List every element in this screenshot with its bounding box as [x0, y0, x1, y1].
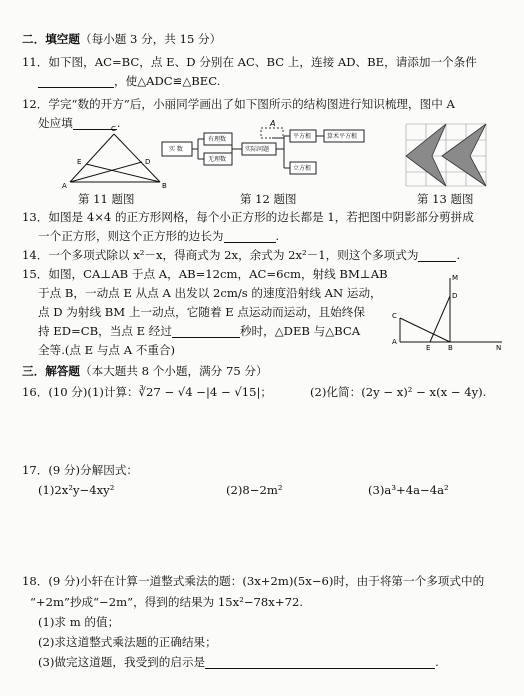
q17-part1: (1)2x²y−4xy² — [38, 483, 115, 497]
fig12-box-arith-sqrt: 算术平方根 — [327, 133, 358, 140]
section3-note: （本大题共 8 个小题，满分 75 分） — [79, 364, 268, 378]
fig15-label-m: M — [452, 274, 459, 282]
fig12-box-irrational: 无理数 — [208, 156, 227, 163]
section2-title: 二．填空题 — [22, 32, 80, 46]
q17-part2: (2)8−2m² — [226, 483, 283, 497]
q18-line2: “+2m”抄成“−2m”，得到的结果为 15x²−78x+72. — [30, 595, 304, 609]
fig11-label-b: B — [162, 182, 167, 190]
q15-answer-blank[interactable] — [172, 326, 240, 338]
section2-note: （每小题 3 分，共 15 分） — [79, 32, 222, 46]
q15-line4a: 持 ED=CB，当点 E 经过 — [38, 324, 172, 338]
fig15-label-c: C — [392, 312, 397, 320]
fig12-diagram — [160, 120, 382, 186]
q15-line1: 15．如图，CA⊥AB 于点 A，AB=12cm，AC=6cm，射线 BM⊥AB — [22, 267, 388, 281]
fig13-grid — [402, 122, 490, 188]
q11-line2-wrap — [38, 74, 220, 88]
q17-title: 17．(9 分)分解因式： — [22, 463, 139, 477]
fig11-label-a: A — [62, 182, 67, 190]
q18-answer-blank[interactable] — [205, 657, 435, 669]
q18-sub2: (2)求这道整式乘法题的正确结果； — [38, 635, 217, 649]
q12-line2-wrap: 处应填 . — [38, 116, 121, 130]
q15-line4b: 秒时，△DEB 与△BCA — [239, 324, 361, 338]
fig15-label-a: A — [392, 338, 397, 346]
q15-line3: 点 D 为射线 BM 上一动点，它随着 E 点运动而运动，且始终保 — [38, 305, 365, 319]
q16-part2: (2)化简：(2y − x)² − x(x − 4y). — [310, 385, 487, 399]
fig15-label-b: B — [448, 344, 453, 352]
fig13-shaded-shape-right — [442, 124, 486, 186]
q16-part1: 16．(10 分)(1)计算：∛27 − √4 −|4 − √15|； — [22, 385, 273, 399]
fig12-box-rational: 有理数 — [208, 136, 227, 143]
q15-line4-wrap — [38, 324, 360, 338]
q18-sub3-wrap: (3)做完这道题，我受到的启示是 . — [38, 655, 439, 669]
q13-line2: 一个正方形，则这个正方形的边长为 — [38, 229, 224, 243]
section2-heading — [22, 32, 221, 46]
q12-line1: 12．学完“数的开方”后，小丽同学画出了如下图所示的结构图进行知识梳理，图中 A — [22, 97, 455, 111]
q12-line2: 处应填 — [38, 116, 73, 130]
q13-line2-wrap: 一个正方形，则这个正方形的边长为 . — [38, 229, 280, 243]
q18-sub3: (3)做完这道题，我受到的启示是 — [38, 655, 206, 669]
fig15-diagram — [388, 274, 504, 352]
fig11-label-e: E — [77, 158, 82, 166]
q18-sub1: (1)求 m 的值； — [38, 615, 120, 629]
fig12-box-cbrt: 立方根 — [293, 165, 312, 172]
q15-line2: 于点 B，一动点 E 从点 A 出发以 2cm/s 的速度沿射线 AN 运动， — [38, 286, 382, 300]
q17-part3: (3)a³+4a−4a² — [368, 483, 449, 497]
q11-line2: ，使△ADC≌△BEC. — [114, 74, 221, 88]
section3-title: 三．解答题 — [22, 364, 80, 378]
q15-line5: 全等.(点 E 与点 A 不重合) — [38, 343, 176, 357]
fig11-label-c: C — [111, 125, 116, 133]
q11-line1: 11．如下图，AC=BC，点 E、D 分别在 AC、BC 上，连接 AD、BE，请添加一个条件 — [22, 55, 477, 69]
fig11-diagram — [62, 125, 167, 190]
fig12-box-practical: 实际问题 — [245, 146, 270, 153]
q13-line1: 13．如图是 4×4 的正方形网格，每个小正方形的边长都是 1，若把图中阴影部分剪拼成 — [22, 210, 474, 224]
q13-answer-blank[interactable] — [224, 231, 276, 243]
fig15-label-d: D — [452, 292, 458, 300]
q14-answer-blank[interactable] — [418, 250, 456, 262]
fig11-caption: 第 11 题图 — [78, 192, 135, 206]
q14-wrap: 14．一个多项式除以 x²－x，得商式为 2x，余式为 2x²－1，则这个多项式为 . — [22, 248, 461, 262]
fig12-caption: 第 12 题图 — [240, 192, 297, 206]
q14-line1: 14．一个多项式除以 x²－x，得商式为 2x，余式为 2x²－1，则这个多项式为 — [22, 248, 419, 262]
q18-line1: 18．(9 分)小轩在计算一道整式乘法的题：(3x+2m)(5x−6)时，由于将第一个多项式中的 — [22, 574, 485, 588]
fig12-label-a: A — [270, 119, 276, 128]
fig11-label-d: D — [145, 158, 151, 166]
fig12-box-sqrt: 平方根 — [293, 133, 312, 140]
fig13-caption: 第 13 题图 — [417, 192, 474, 206]
section3-heading — [22, 364, 268, 378]
fig15-label-n: N — [496, 344, 502, 352]
fig15-label-e: E — [426, 344, 431, 352]
fig12-box-real: 实 数 — [169, 146, 183, 153]
q11-answer-blank[interactable] — [38, 76, 114, 88]
